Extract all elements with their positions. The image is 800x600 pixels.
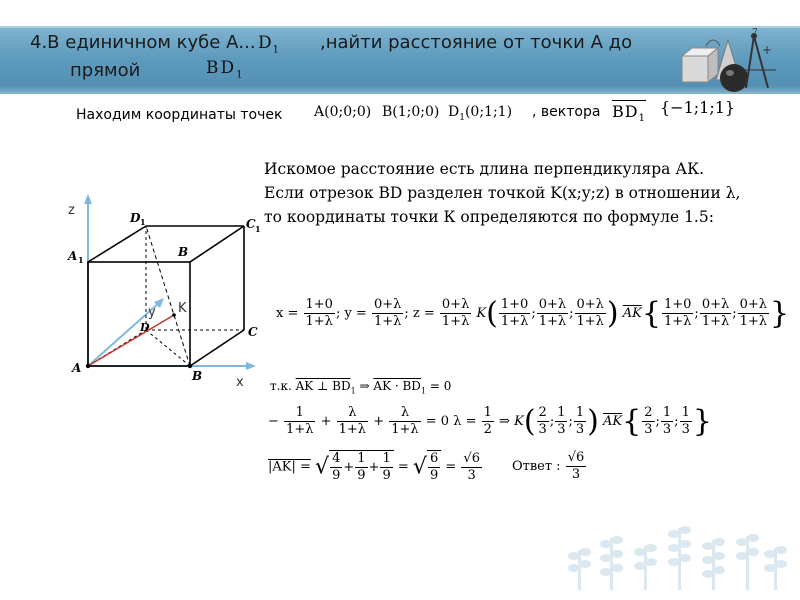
svg-text:7: 7 (752, 28, 758, 38)
f4-ak-abs: |AK| = (268, 459, 311, 475)
point-a-coords: A(0;0;0) (314, 104, 372, 120)
f3-t1-num: 1 (284, 405, 315, 422)
explanation-line-1: Искомое расстояние есть длина перпендикуляра АК. (264, 160, 705, 178)
f1-ak-x-den: 1+λ (664, 314, 692, 329)
f1-k-z-den: 1+λ (576, 314, 604, 329)
answer-num: √6 (567, 450, 585, 465)
f3-k-y-num: 1 (557, 405, 566, 420)
f1-ak-x (662, 297, 693, 330)
f4-sqrt-sign-1: √ (315, 454, 330, 480)
f1-k-label: K (476, 306, 487, 321)
f3-k-label: K (514, 414, 524, 429)
edge-b1c1 (190, 226, 244, 262)
z-axis-arrow (84, 194, 92, 204)
f3-term-3 (389, 405, 420, 438)
f3-half (482, 405, 494, 438)
f1-k-x (499, 297, 530, 330)
f4-9c: 9 (382, 468, 391, 483)
f4-radicand-2 (427, 450, 441, 484)
f1-z-frac (440, 297, 471, 330)
f1-ak-label: $\overline{AK}$ (622, 306, 642, 321)
label-a1-sub: 1 (78, 255, 84, 265)
f2-implies: ⇒ (359, 379, 370, 393)
f3-ak-z-den: 3 (681, 422, 690, 437)
f4-1a: 1 (357, 451, 366, 466)
f4-1b: 1 (382, 451, 391, 466)
label-z: z (68, 203, 75, 218)
formula-ak-length (268, 450, 483, 484)
formula-lambda: − $\frac{1}{1+\lambda}$ + $\frac{\lambda}{1+\lambda}$ + $\frac{\lambda}{1+\lambda}$ = 0 λ = $\frac{1}{2}$ ⇒ K( $\frac{2}{3}$ ; $\frac{1}{3}$ ; $\frac{1}{3}$ ) $\overline{AK}${ $\frac{2}{3}$ ; $\frac{1}{3}$ ; $\frac{1}{3}$ } (268, 404, 712, 439)
title-line-bd1 (206, 58, 245, 80)
f1-k-y (537, 297, 568, 330)
f1-z-label: ; z = (404, 306, 435, 321)
f1-ak-x-num: 1+0 (663, 297, 692, 312)
f3-term-1 (284, 405, 315, 438)
f3-lambda-eq: λ = (453, 414, 477, 429)
f1-ak-z-num: 0+λ (739, 297, 768, 312)
answer-value (566, 450, 587, 483)
f1-x-frac (304, 297, 335, 330)
f3-k-z-num: 1 (575, 405, 585, 420)
f3-t3-num: λ (389, 405, 420, 422)
f4-frac-4-9 (330, 451, 342, 484)
f3-ak-x-den: 3 (644, 422, 653, 437)
title-line-1-rest: ,найти расстояние от точки А до (320, 32, 633, 53)
f4-eq-1: = (397, 459, 409, 475)
diagonal-bd (146, 330, 190, 366)
label-b: B (192, 369, 203, 383)
f3-k-x-num: 2 (538, 405, 547, 420)
f3-k-y-den: 3 (557, 422, 566, 437)
f3-ak-sep-2: ; (674, 414, 679, 429)
label-c1-sub: 1 (255, 224, 261, 234)
f4-eq-2: = (445, 459, 457, 475)
f2-sub: 1 (350, 386, 356, 396)
f1-x-label: x = (276, 306, 299, 321)
f1-k-x-den: 1+λ (500, 314, 529, 329)
f1-ak-y (700, 297, 731, 330)
f3-implies: ⇒ (499, 414, 510, 429)
label-k: K (178, 301, 187, 316)
vector-bd1-value: {−1;1;1} (660, 98, 736, 117)
geometry-tools-icon (676, 26, 786, 98)
f2-dot-product: AK · BD (373, 379, 421, 393)
plant-pattern-decoration (568, 522, 788, 590)
f1-x-den: 1+λ (305, 314, 333, 329)
f3-k-sep-1: ; (549, 414, 555, 429)
svg-text:+: + (762, 43, 773, 57)
f3-half-num: 1 (483, 405, 492, 420)
f3-k-z (574, 405, 586, 438)
formula-perpendicular (270, 379, 451, 395)
f4-plus-1: + (343, 460, 355, 475)
f3-ak-label: $\overline{AK}$ (603, 414, 623, 429)
segment-ak (88, 315, 174, 366)
f3-k-x-den: 3 (538, 422, 547, 437)
label-d1-sub: 1 (140, 217, 146, 227)
title-point-d1-letter: D (258, 33, 273, 53)
label-b1: B (178, 245, 189, 259)
f1-x-num: 1+0 (305, 297, 333, 312)
label-a: A (72, 361, 82, 375)
f1-y-num: 0+λ (373, 297, 402, 312)
f4-result-num: √6 (463, 450, 480, 466)
formula-k-coordinates: x = $\frac{1+0}{1+\lambda}$ ; y = $\frac{0+\lambda}{1+\lambda}$ ; z = $\frac{0+\lambda}{1+\lambda}$ K( $\frac{1+0}{1+\lambda}$ ; $\frac{0+\lambda}{1+\lambda}$ ; $\frac{0+\lambda}{1+\lambda}$ ) $\overline{AK}${ $\frac{1+0}{1+\lambda}$ ; $\frac{0+\lambda}{1+\lambda}$ ; $\frac{0+\lambda}{1+\lambda}$ } (276, 296, 790, 331)
f1-k-x-num: 1+0 (500, 297, 529, 312)
label-c1: C (246, 217, 256, 231)
f3-ak-x-num: 2 (644, 405, 653, 420)
point-d1-letter: D (448, 104, 460, 120)
f3-k-x (537, 405, 549, 438)
point-a-dot (86, 364, 90, 368)
coordinates-intro (76, 104, 282, 128)
coordinates-intro-text: Находим координаты точек (76, 107, 283, 123)
f1-ak-z-den: 1+λ (739, 314, 768, 329)
label-a1: A (68, 249, 78, 263)
f3-t2-den: 1+λ (338, 422, 367, 437)
point-b-coords: B(1;0;0) (382, 104, 440, 120)
title-line-1: 4.В единичном кубе А... (30, 32, 256, 53)
point-d1-coords (448, 104, 512, 123)
f1-y-label: ; y = (335, 306, 367, 321)
label-y: y (148, 305, 156, 320)
f3-t2-num: λ (337, 405, 368, 422)
label-d1: D (130, 211, 141, 225)
f4-9b: 9 (357, 468, 366, 483)
point-b-dot (188, 364, 192, 368)
title-bd1-letters: BD (206, 58, 237, 78)
f1-k-y-den: 1+λ (538, 314, 567, 329)
label-x: x (236, 375, 244, 390)
f3-ak-z (680, 405, 692, 438)
edge-a1d1 (88, 226, 146, 262)
f4-result (461, 451, 482, 484)
f3-k-sep-2: ; (568, 414, 573, 429)
f3-term-2 (337, 405, 368, 438)
f3-minus: − (268, 414, 279, 429)
vector-bd1-letters: BD (612, 102, 639, 121)
f4-plus-2: + (368, 460, 380, 475)
f4-frac-1-9b (380, 451, 392, 484)
f1-z-den: 1+λ (441, 314, 470, 329)
f2-sub-2: 1 (420, 386, 427, 396)
point-d1-sub: 1 (459, 112, 465, 123)
f1-ak-y-num: 0+λ (701, 297, 730, 312)
f4-9a: 9 (332, 468, 341, 483)
f1-k-y-num: 0+λ (538, 297, 567, 312)
f3-ak-y (661, 405, 673, 438)
explanation-line-2: Если отрезок BD разделен точкой K(x;y;z) в отношении λ, (264, 184, 741, 202)
f4-result-den: 3 (467, 467, 476, 483)
f3-ak-y-den: 3 (662, 422, 672, 437)
f3-t3-den: 1+λ (391, 422, 419, 437)
point-d1-value: (0;1;1) (464, 104, 513, 120)
title-line-2: прямой (70, 60, 141, 81)
vector-bd1-sub: 1 (638, 113, 646, 125)
f3-k-y (555, 405, 567, 438)
f1-ak-sep-2: ; (732, 306, 737, 321)
f1-ak-z (738, 297, 769, 330)
answer (512, 450, 587, 483)
f2-equals-zero: = 0 (429, 379, 452, 393)
title-point-d1-sub: 1 (272, 44, 281, 56)
f3-ak-x (642, 405, 654, 438)
f1-k-z (575, 297, 606, 330)
f3-k-z-den: 3 (575, 422, 585, 437)
f1-k-z-num: 0+λ (576, 297, 604, 312)
f1-ak-y-den: 1+λ (701, 314, 730, 329)
answer-label: Ответ : (512, 459, 561, 474)
title-bd1-sub: 1 (236, 69, 245, 81)
f4-6: 6 (429, 451, 439, 466)
f1-k-sep-1: ; (531, 306, 536, 321)
f3-t1-den: 1+λ (286, 422, 314, 437)
f4-sqrt-sign-2: √ (412, 454, 427, 480)
answer-den: 3 (571, 467, 581, 482)
f4-4: 4 (332, 451, 341, 466)
f3-ak-y-num: 1 (662, 405, 672, 420)
f1-ak-sep-1: ; (694, 306, 699, 321)
f4-radicand (329, 450, 394, 484)
f3-equals-zero: = 0 (425, 414, 450, 429)
explanation-line-3: то координаты точки К определяются по формуле 1.5: (264, 208, 714, 226)
label-d: D (140, 321, 150, 334)
point-k (172, 313, 176, 317)
f1-k-sep-2: ; (569, 306, 574, 321)
x-axis-arrow (246, 362, 256, 370)
f1-z-num: 0+λ (441, 297, 470, 312)
vector-intro: , вектора (532, 104, 601, 120)
title-point-d1 (258, 33, 280, 55)
f3-plus-2: + (373, 414, 385, 429)
unit-cube-diagram (58, 190, 270, 390)
edge-bc (190, 330, 244, 366)
f4-frac-1-9a (355, 451, 367, 484)
f3-ak-sep-1: ; (655, 414, 660, 429)
f2-since: т.к. (270, 379, 292, 393)
f2-perp: AK ⊥ BD (295, 379, 351, 393)
label-c: C (248, 325, 258, 339)
vector-bd1-label (612, 100, 646, 124)
f3-plus-1: + (320, 414, 332, 429)
f1-y-frac (372, 297, 403, 330)
f4-9d: 9 (429, 468, 439, 483)
f4-frac-6-9 (428, 451, 440, 484)
f1-y-den: 1+λ (373, 314, 402, 329)
f3-ak-z-num: 1 (681, 405, 690, 420)
f3-half-den: 2 (483, 422, 492, 437)
